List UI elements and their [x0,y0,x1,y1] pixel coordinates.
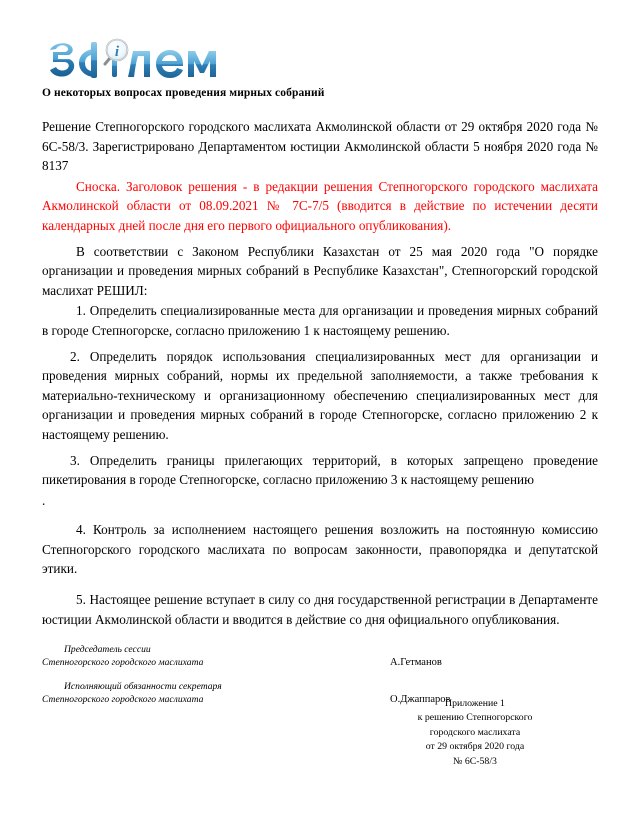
logo-letter-ae [50,43,74,76]
logo-letter-l [128,51,150,77]
spacer [42,580,598,590]
logo-letter-e [156,50,183,78]
footnote-paragraph: Сноска. Заголовок решения - в редакции решения Степногорского городского маслихата Акмолинской области от 08.09.2021 № 7С-7/5 (вводится в действие по истечении десяти календарных дней после дня его первого официального опубликования). [42,178,598,233]
signature-role-line2: Степногорского городского маслихата [42,657,204,669]
signature-role [42,680,342,706]
adilet-logo-svg [44,36,224,82]
appendix-line-1: Приложение 1 [445,698,505,709]
svg-text:i: i [114,44,120,60]
appendix-line-5: № 6С-58/3 [453,755,497,767]
intro-paragraph: Решение Степногорского городского маслихата Акмолинской области от 29 октября 2020 года № 6С-58/3. Зарегистрировано Департаментом юстиции Акмолинской области 5 ноября 2020 года № 8137 [42,119,598,174]
clause-1: 1. Определить специализированные места для организации и проведения мирных собраний в городе Степногорске, согласно приложению 1 к настоящему решению. [42,303,598,338]
signature-name: О.Джаппаров [390,694,451,706]
appendix-line-4: от 29 октября 2020 года [425,741,525,753]
logo-letter-d [79,42,97,78]
signature-role-line1: Председатель сессии [64,644,151,656]
signature-row [42,643,598,671]
appendix-line-3: городского маслихата [429,726,521,738]
clause-3: 3. Определить границы прилегающих территорий, в которых запрещено проведение пикетирования в городе Степногорске, согласно приложению 3 к настоящему решению [42,452,598,488]
document-body [42,86,598,717]
signature-role-line1: Исполняющий обязанности секретаря [64,681,222,693]
appendix-line-2: к решению Степногорского [417,712,533,724]
signature-name: А.Гетманов [390,657,442,669]
preamble-paragraph: В соответствии с Законом Республики Казахстан от 25 мая 2020 года "О порядке организации и проведения мирных собраний в Республике Казахстан", Степногорский городской маслихат РЕШИЛ: [42,243,598,298]
clause-4: 4. Контроль за исполнением настоящего решения возложить на постоянную комиссию Степногорского городского маслихата по вопросам законности, правопорядка и депутатской этики. [42,522,598,577]
adilet-logo[interactable] [44,36,224,82]
spacer [42,510,598,520]
magnifier-icon [105,40,128,65]
signature-role [42,643,342,669]
signature-role-line2: Степногорского городского маслихата [42,694,204,706]
clause-5: 5. Настоящее решение вступает в силу со дня государственной регистрации в Департаменте юстиции Акмолинской области и вводится в действие со дня официального опубликования. [42,592,598,627]
appendix-reference-block [372,697,578,769]
page-title: О некоторых вопросах проведения мирных собраний [42,87,325,99]
logo-letter-m [188,51,216,77]
clause-2: 2. Определить порядок использования специализированных мест для организации и проведения мирных собраний, нормы их предельной заполняемости, а также требования к материально-техническому и организационному обеспечению специализированных мест для организации и проведения мирных собраний в городе Степногорске, согласно приложению 2 к настоящему решению. [42,348,598,442]
stray-period: . [42,492,46,508]
